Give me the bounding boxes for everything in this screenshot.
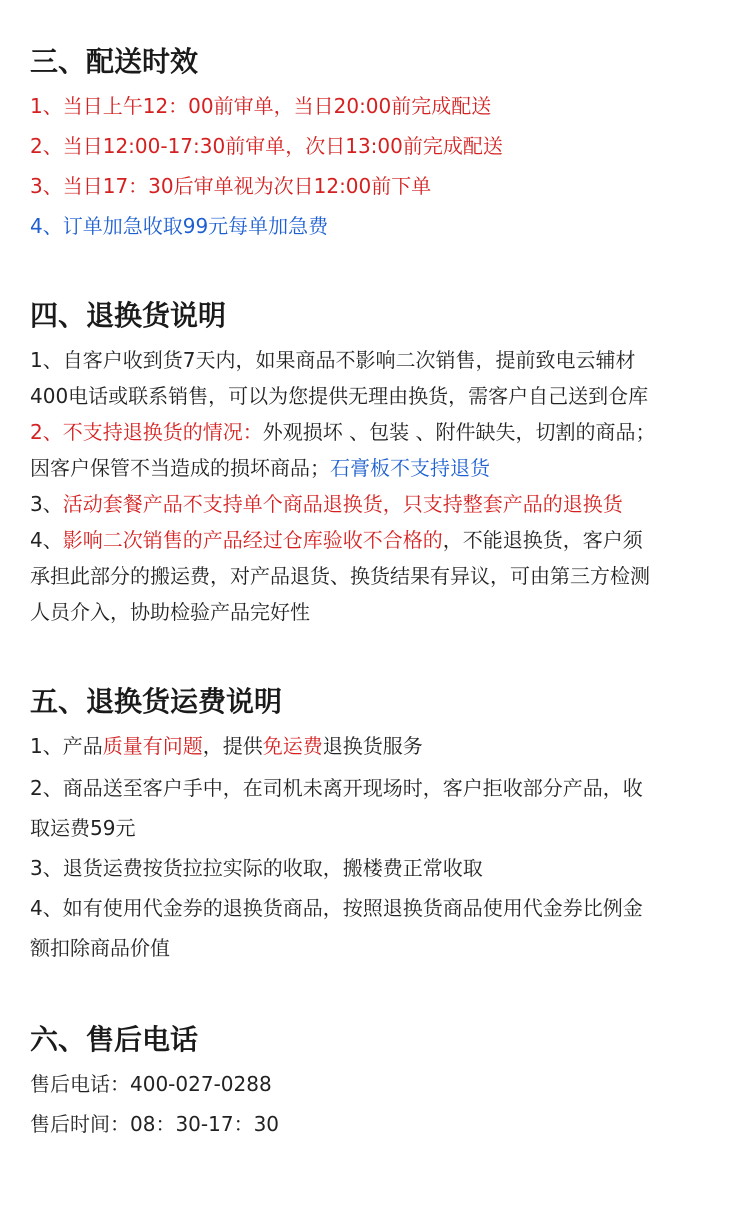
returns-item-1-line-1: 1、自客户收到货7天内，如果商品不影响二次销售，提前致电云辅材 — [30, 348, 636, 372]
returns-item-2-highlight: 不支持退换货的情况： — [62, 420, 263, 444]
returns-item-2-line-1 — [30, 414, 655, 450]
returns-item-1-line-2: 400电话或联系销售，可以为您提供无理由换货，需客户自己送到仓库 — [30, 384, 649, 408]
delivery-heading: 三、配送时效 — [30, 45, 199, 78]
shipping-item-4-line-2: 额扣除商品价值 — [30, 936, 170, 960]
returns-item-4-highlight: 影响二次销售的产品经过仓库验收不合格的 — [62, 528, 443, 552]
returns-item-4-line-2: 承担此部分的搬运费，对产品退货、换货结果有异议，可由第三方检测 — [30, 564, 650, 588]
shipping-item-1-mid: ，提供 — [202, 734, 263, 758]
shipping-item-1-red-2: 免运费 — [262, 734, 323, 758]
returns-item-2-line-2-blue: 石膏板不支持退货 — [330, 456, 490, 480]
shipping-item-1 — [30, 728, 423, 764]
returns-item-2-line-2-text: 因客户保管不当造成的损坏商品； — [30, 456, 330, 480]
shipping-item-4-line-1: 4、如有使用代金券的退换货商品，按照退换货商品使用代金券比例金 — [30, 896, 643, 920]
returns-item-3-highlight: 活动套餐产品不支持单个商品退换货，只支持整套产品的退换货 — [62, 492, 623, 516]
shipping-item-1-prefix: 1、产品 — [30, 734, 103, 758]
returns-heading: 四、退换货说明 — [30, 299, 227, 332]
returns-item-3-prefix: 3、 — [30, 492, 63, 516]
delivery-item-1: 1、当日上午12：00前审单，当日20:00前完成配送 — [30, 94, 492, 118]
aftersales-phone: 售后电话：400-027-0288 — [30, 1072, 272, 1096]
delivery-item-4: 4、订单加急收取99元每单加急费 — [30, 214, 329, 238]
returns-item-4-line-1 — [30, 522, 643, 558]
returns-item-2-prefix: 2、 — [30, 420, 63, 444]
returns-item-4-prefix: 4、 — [30, 528, 63, 552]
shipping-item-1-suffix: 退换货服务 — [322, 734, 423, 758]
delivery-item-2: 2、当日12:00-17:30前审单，次日13:00前完成配送 — [30, 134, 503, 158]
shipping-heading: 五、退换货运费说明 — [30, 685, 283, 718]
aftersales-heading: 六、售后电话 — [30, 1023, 199, 1056]
aftersales-hours: 售后时间：08：30-17：30 — [30, 1112, 280, 1136]
returns-item-2-rest: 外观损坏 、包装 、附件缺失，切割的商品； — [262, 420, 656, 444]
shipping-item-2-line-2: 取运费59元 — [30, 816, 136, 840]
returns-item-3 — [30, 486, 623, 522]
shipping-item-2-line-1: 2、商品送至客户手中，在司机未离开现场时，客户拒收部分产品，收 — [30, 776, 643, 800]
shipping-item-1-red-1: 质量有问题 — [102, 734, 203, 758]
returns-item-4-rest: ，不能退换货，客户须 — [442, 528, 643, 552]
delivery-item-3: 3、当日17：30后审单视为次日12:00前下单 — [30, 174, 432, 198]
returns-item-4-line-3: 人员介入，协助检验产品完好性 — [30, 600, 310, 624]
returns-item-2-line-2 — [30, 450, 490, 486]
shipping-item-3: 3、退货运费按货拉拉实际的收取，搬楼费正常收取 — [30, 856, 483, 880]
